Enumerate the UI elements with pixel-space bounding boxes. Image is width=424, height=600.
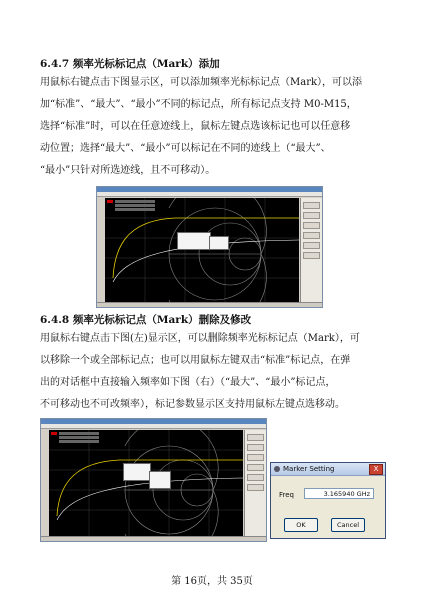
page-footer: 第 16页，共 35页 xyxy=(171,576,253,587)
paragraph-line: 用鼠标右键点击下图显示区，可以添加频率光标标记点（Mark），可以添 xyxy=(40,77,363,88)
freq-input[interactable]: 3.165940 GHz xyxy=(304,488,374,499)
ok-button[interactable]: OK xyxy=(284,518,318,532)
section-paragraph-mark-delete xyxy=(40,328,392,416)
paragraph-line: 以移除一个或全部标记点；也可以用鼠标左键双击“标准”标记点，在弹 xyxy=(40,355,351,366)
context-menu-item[interactable] xyxy=(150,484,170,488)
window-toolbar xyxy=(41,424,266,429)
sidebar-button[interactable] xyxy=(247,454,264,461)
paragraph-line: “最小”只针对所选迹线，且不可移动）。 xyxy=(40,165,216,176)
marker-setting-dialog xyxy=(270,462,386,539)
sidebar-button[interactable] xyxy=(247,444,264,451)
sidebar-button[interactable] xyxy=(247,474,264,481)
control-sidebar xyxy=(300,198,322,302)
sidebar-button[interactable] xyxy=(303,232,320,239)
section-heading-mark-delete: 6.4.8 频率光标标记点（Mark）删除及修改 xyxy=(40,314,252,326)
paragraph-line: 动位置；选择“最大”、“最小”可以标记在不同的迹线上（“最大”、 xyxy=(40,143,331,154)
dialog-title: Marker Setting xyxy=(283,465,335,473)
context-menu-item[interactable] xyxy=(210,245,228,249)
paragraph-line: 不可移动也不可改频率），标记参数显示区支持用鼠标左键点选移动。 xyxy=(40,399,345,410)
status-bar xyxy=(41,536,266,541)
context-submenu[interactable] xyxy=(149,471,171,489)
sidebar-button[interactable] xyxy=(303,242,320,249)
sidebar-button[interactable] xyxy=(303,202,320,209)
screenshot-add-marker xyxy=(96,186,323,308)
context-menu-item[interactable] xyxy=(124,476,150,480)
context-menu[interactable] xyxy=(177,232,211,250)
cancel-button[interactable]: Cancel xyxy=(331,518,365,532)
control-sidebar xyxy=(244,430,266,536)
paragraph-line: 出的对话框中直接输入频率如下图（右）（“最大”、“最小”标记点， xyxy=(40,377,336,388)
close-icon[interactable]: X xyxy=(369,464,383,475)
sidebar-button[interactable] xyxy=(303,252,320,259)
sidebar-button[interactable] xyxy=(247,434,264,441)
smith-chart-plot[interactable] xyxy=(105,198,299,302)
section-heading-mark-add: 6.4.7 频率光标标记点（Mark）添加 xyxy=(40,58,220,70)
paragraph-line: 用鼠标右键点击下图(左)显示区，可以删除频率光标标记点（Mark），可 xyxy=(40,333,360,344)
context-submenu[interactable] xyxy=(209,236,229,250)
paragraph-line: 加“标准”、“最大”、“最小”不同的标记点，所有标记点支持 M0-M15， xyxy=(40,99,357,110)
sidebar-button[interactable] xyxy=(247,464,264,471)
dialog-titlebar xyxy=(271,463,385,476)
status-bar xyxy=(97,302,322,307)
window-toolbar xyxy=(97,192,322,197)
paragraph-line: 选择“标准”时，可以在任意迹线上，鼠标左键点选该标记也可以任意移 xyxy=(40,121,351,132)
context-menu-item[interactable] xyxy=(178,245,210,249)
sidebar-button[interactable] xyxy=(303,222,320,229)
sidebar-button[interactable] xyxy=(247,484,264,491)
screenshot-delete-marker xyxy=(40,418,267,542)
smith-chart-plot[interactable] xyxy=(49,430,243,536)
section-paragraph-mark-add xyxy=(40,72,392,182)
freq-label: Freq xyxy=(279,491,294,499)
context-menu[interactable] xyxy=(123,463,151,481)
app-icon xyxy=(274,466,280,472)
sidebar-button[interactable] xyxy=(303,212,320,219)
